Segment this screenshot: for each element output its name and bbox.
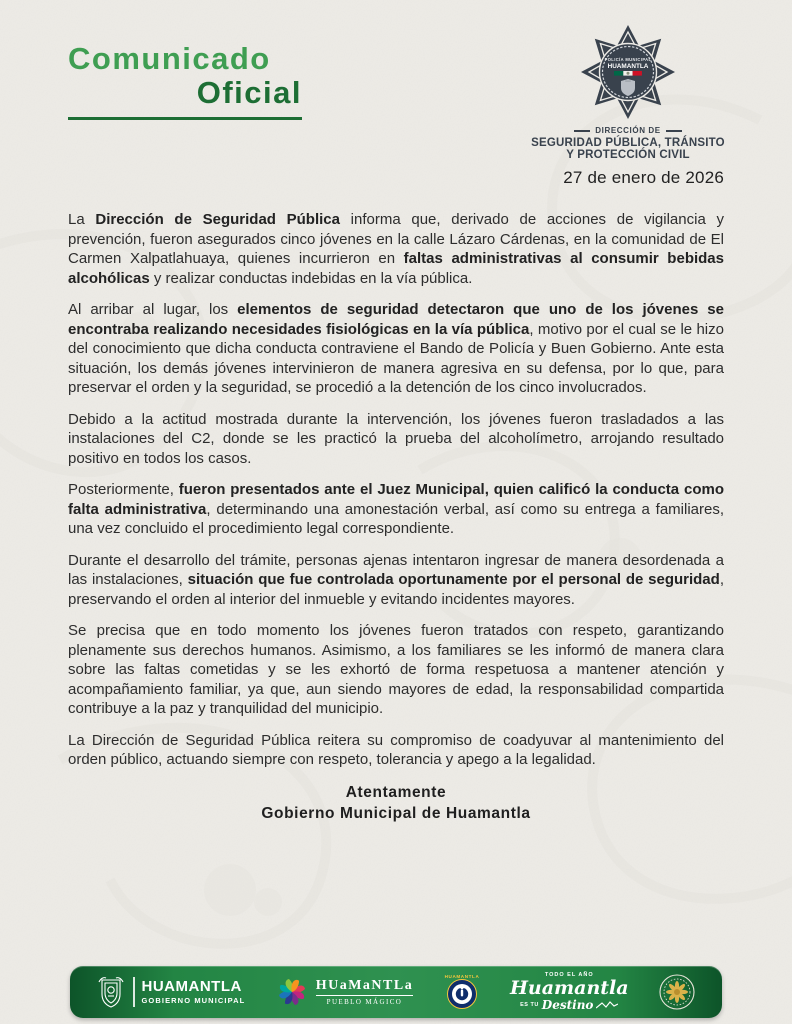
gobierno-title: HUAMANTLA	[141, 978, 242, 995]
paragraph: Debido a la actitud mostrada durante la intervención, los jóvenes fueron trasladados a las instalaciones del C2, donde se les practicó la prueba del alcoholímetro, arrojando resultado positivo en todos los casos.	[68, 410, 724, 467]
destino-subtitle: Destino	[541, 998, 594, 1013]
body-paragraphs	[68, 210, 724, 770]
logo-seguridad-emblem	[658, 973, 696, 1011]
signature-closing: Atentamente	[345, 783, 447, 801]
document-body	[68, 210, 724, 824]
seguridad-emblem-icon	[658, 973, 696, 1011]
paragraph: Al arribar al lugar, los elementos de seguridad detectaron que uno de los jóvenes se encontraba realizando necesidades fisiológicas en la vía pública, motivo por el cual se le hizo del conocimiento que dicha conducta contraviene el Bando de Policía y Buen Gobierno. Ante esta situación, los demás jóvenes intervinieron de manera agresiva en su defensa, por lo que, para preservar el orden y la seguridad, se procedió a la detención de los cinco involucrados.	[68, 301, 724, 396]
paragraph: La Dirección de Seguridad Pública informa que, derivado de acciones de vigilancia y prevención, fueron asegurados cinco jóvenes en la calle Lázaro Cárdenas, en la comunidad de El Carmen Xalpatlahuaya, quienes incurrieron en faltas administrativas al consumir bebidas alcohólicas y realizar conductas indebidas en la vía pública.	[68, 211, 724, 287]
coat-of-arms-icon	[96, 974, 126, 1010]
pueblo-magico-title: HUaMaNTLa	[316, 978, 414, 996]
mountain-squiggle-icon	[596, 1001, 618, 1009]
logo-divider	[133, 977, 135, 1007]
dash-left	[574, 130, 590, 132]
destino-top-label: TODO EL AÑO	[544, 971, 594, 978]
police-star-badge-icon	[576, 22, 680, 122]
destino-es-tu-label: ES TU	[520, 1001, 539, 1008]
document-date: 27 de enero de 2026	[563, 168, 724, 187]
signature-block	[68, 782, 724, 824]
world-record-badge-icon	[443, 972, 481, 1012]
paragraph: Posteriormente, fueron presentados ante el Juez Municipal, quien calificó la conducta como falta administrativa, determinando una amonestación verbal, así como su entrega a familiares, una vez concluido el procedimiento legal correspondiente.	[68, 481, 725, 537]
gobierno-subtitle: GOBIERNO MUNICIPAL	[141, 996, 246, 1005]
division-line2: Y PROTECCIÓN CIVIL	[566, 149, 690, 161]
paragraph: Se precisa que en todo momento los jóvenes fueron tratados con respeto, garantizando plenamente sus derechos humanos. Asimismo, a los familiares se les informó de manera clara sobre las faltas cometidas y se les exhortó de forma respetuosa a mantener atención y acompañamiento familiar, ya que, aun siendo mayores de edad, la responsabilidad compartida contribuye a la paz y tranquilidad del municipio.	[68, 622, 724, 717]
title-comunicado: Comunicado	[68, 41, 271, 76]
pueblo-magico-pinwheel-icon	[275, 975, 309, 1009]
division-prefix-row	[520, 126, 736, 135]
footer-logo-bar	[70, 966, 722, 1018]
document-title	[68, 42, 302, 120]
signature-entity: Gobierno Municipal de Huamantla	[261, 804, 531, 822]
svg-text:HUAMANTLA: HUAMANTLA	[607, 63, 649, 70]
logo-huamantla-destino	[510, 973, 629, 1012]
logo-gobierno-municipal	[96, 974, 245, 1010]
svg-text:HUAMANTLA: HUAMANTLA	[444, 974, 479, 979]
dash-right	[666, 130, 682, 132]
police-badge-block	[520, 22, 736, 161]
pueblo-magico-subtitle: PUEBLO MÁGICO	[326, 998, 403, 1006]
logo-pueblo-magico	[275, 975, 414, 1009]
logo-records-badge	[443, 972, 481, 1012]
mexican-flag-stripe	[614, 71, 642, 76]
svg-text:POLICÍA MUNICIPAL: POLICÍA MUNICIPAL	[604, 57, 652, 62]
division-line1: SEGURIDAD PÚBLICA, TRÁNSITO	[531, 137, 725, 149]
title-oficial: Oficial	[196, 75, 302, 110]
division-prefix-label: DIRECCIÓN DE	[595, 126, 661, 135]
paragraph: La Dirección de Seguridad Pública reitera su compromiso de coadyuvar al mantenimiento del orden público, actuando siempre con respeto, tolerancia y apego a la legalidad.	[68, 731, 724, 768]
paragraph: Durante el desarrollo del trámite, personas ajenas intentaron ingresar de manera desordenada a las instalaciones, situación que fue controlada oportunamente por el personal de seguridad, preservando el orden al interior del inmueble y evitando incidentes mayores.	[68, 551, 724, 608]
destino-title: Huamantla	[509, 977, 629, 1000]
